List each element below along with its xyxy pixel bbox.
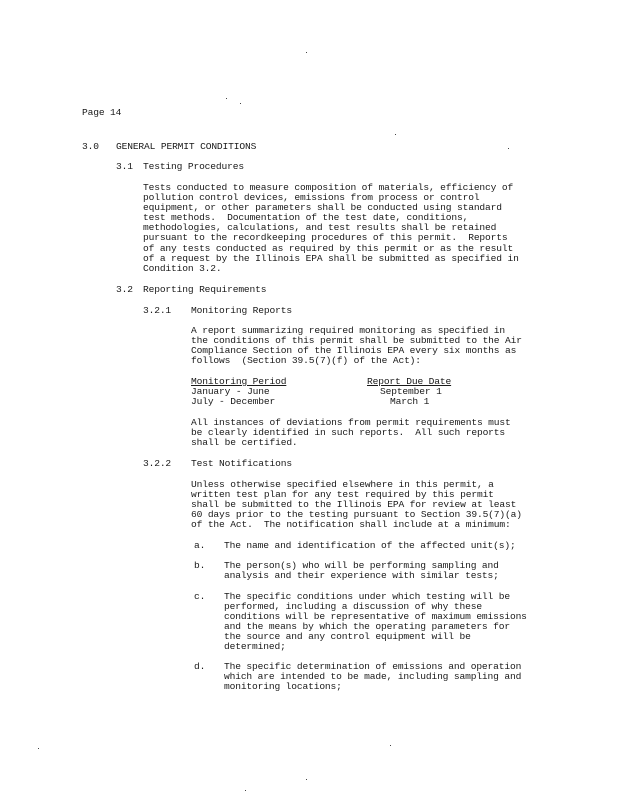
- scan-speck: [306, 779, 307, 780]
- list-item-line: The specific conditions under which testing will be: [224, 591, 510, 602]
- section-number: 3.0: [82, 141, 99, 152]
- page-number: Page 14: [82, 107, 122, 118]
- scan-speck: [240, 103, 241, 104]
- body-line: 60 days prior to the testing pursuant to Section 39.5(7)(a): [191, 509, 522, 520]
- body-line: written test plan for any test required by this permit: [191, 489, 494, 500]
- subsection-3-1-number: 3.1: [116, 161, 133, 172]
- table-cell-period: January - June: [191, 386, 270, 397]
- table-cell-due-date: March 1: [390, 396, 430, 407]
- body-line: Unless otherwise specified elsewhere in this permit, a: [191, 479, 494, 490]
- subsection-3-2-2-number: 3.2.2: [143, 458, 172, 469]
- body-line: Tests conducted to measure composition of materials, efficiency of: [143, 182, 514, 193]
- list-item-letter: b.: [194, 560, 206, 571]
- body-line: shall be certified.: [191, 437, 298, 448]
- list-item-letter: a.: [194, 540, 206, 551]
- list-item-letter: d.: [194, 661, 206, 672]
- body-line: pollution control devices, emissions from process or control: [143, 192, 480, 203]
- list-item-line: The person(s) who will be performing sampling and: [224, 560, 499, 571]
- list-item-line: performed, including a discussion of why these: [224, 601, 482, 612]
- list-item-line: analysis and their experience with similar tests;: [224, 570, 499, 581]
- table-cell-period: July - December: [191, 396, 276, 407]
- scan-speck: [306, 52, 307, 53]
- scan-speck: [38, 748, 39, 749]
- table-header-period: Monitoring Period: [191, 376, 287, 387]
- body-line: follows (Section 39.5(7)(f) of the Act):: [191, 355, 421, 366]
- subsection-3-2-number: 3.2: [116, 284, 133, 295]
- body-line: A report summarizing required monitoring as specified in: [191, 325, 506, 336]
- body-line: Condition 3.2.: [143, 263, 222, 274]
- scan-speck: [395, 134, 396, 135]
- section-title: GENERAL PERMIT CONDITIONS: [116, 141, 257, 152]
- body-line: test methods. Documentation of the test date, conditions,: [143, 212, 469, 223]
- table-header-due-date: Report Due Date: [367, 376, 452, 387]
- list-item-line: which are intended to be made, including sampling and: [224, 671, 522, 682]
- body-line: of a request by the Illinois EPA shall be submitted as specified in: [143, 253, 519, 264]
- list-item-line: monitoring locations;: [224, 681, 342, 692]
- body-line: shall be submitted to the Illinois EPA for review at least: [191, 499, 517, 510]
- subsection-3-2-1-title: Monitoring Reports: [191, 305, 292, 316]
- list-item-line: The name and identification of the affected unit(s);: [224, 540, 516, 551]
- scan-speck: [226, 98, 227, 99]
- subsection-3-2-title: Reporting Requirements: [143, 284, 267, 295]
- table-cell-due-date: September 1: [380, 386, 442, 397]
- subsection-3-2-1-number: 3.2.1: [143, 305, 172, 316]
- list-item-line: The specific determination of emissions and operation: [224, 661, 522, 672]
- body-line: of any tests conducted as required by this permit or as the result: [143, 243, 514, 254]
- subsection-3-2-2-title: Test Notifications: [191, 458, 292, 469]
- body-line: equipment, or other parameters shall be conducted using standard: [143, 202, 502, 213]
- list-item-line: determined;: [224, 641, 286, 652]
- scan-speck: [390, 745, 391, 746]
- list-item-line: and the means by which the operating parameters for: [224, 621, 510, 632]
- scan-speck: [508, 148, 509, 149]
- scan-speck: [245, 790, 246, 791]
- body-line: the conditions of this permit shall be submitted to the Air: [191, 335, 522, 346]
- body-line: All instances of deviations from permit requirements must: [191, 417, 511, 428]
- list-item-line: conditions will be representative of maximum emissions: [224, 611, 527, 622]
- body-line: pursuant to the recordkeeping procedures of this permit. Reports: [143, 232, 508, 243]
- subsection-3-1-title: Testing Procedures: [143, 161, 244, 172]
- body-line: of the Act. The notification shall include at a minimum:: [191, 519, 511, 530]
- list-item-line: the source and any control equipment will be: [224, 631, 471, 642]
- list-item-letter: c.: [194, 591, 206, 602]
- body-line: be clearly identified in such reports. All such reports: [191, 427, 506, 438]
- body-line: methodologies, calculations, and test results shall be retained: [143, 222, 497, 233]
- body-line: Compliance Section of the Illinois EPA every six months as: [191, 345, 517, 356]
